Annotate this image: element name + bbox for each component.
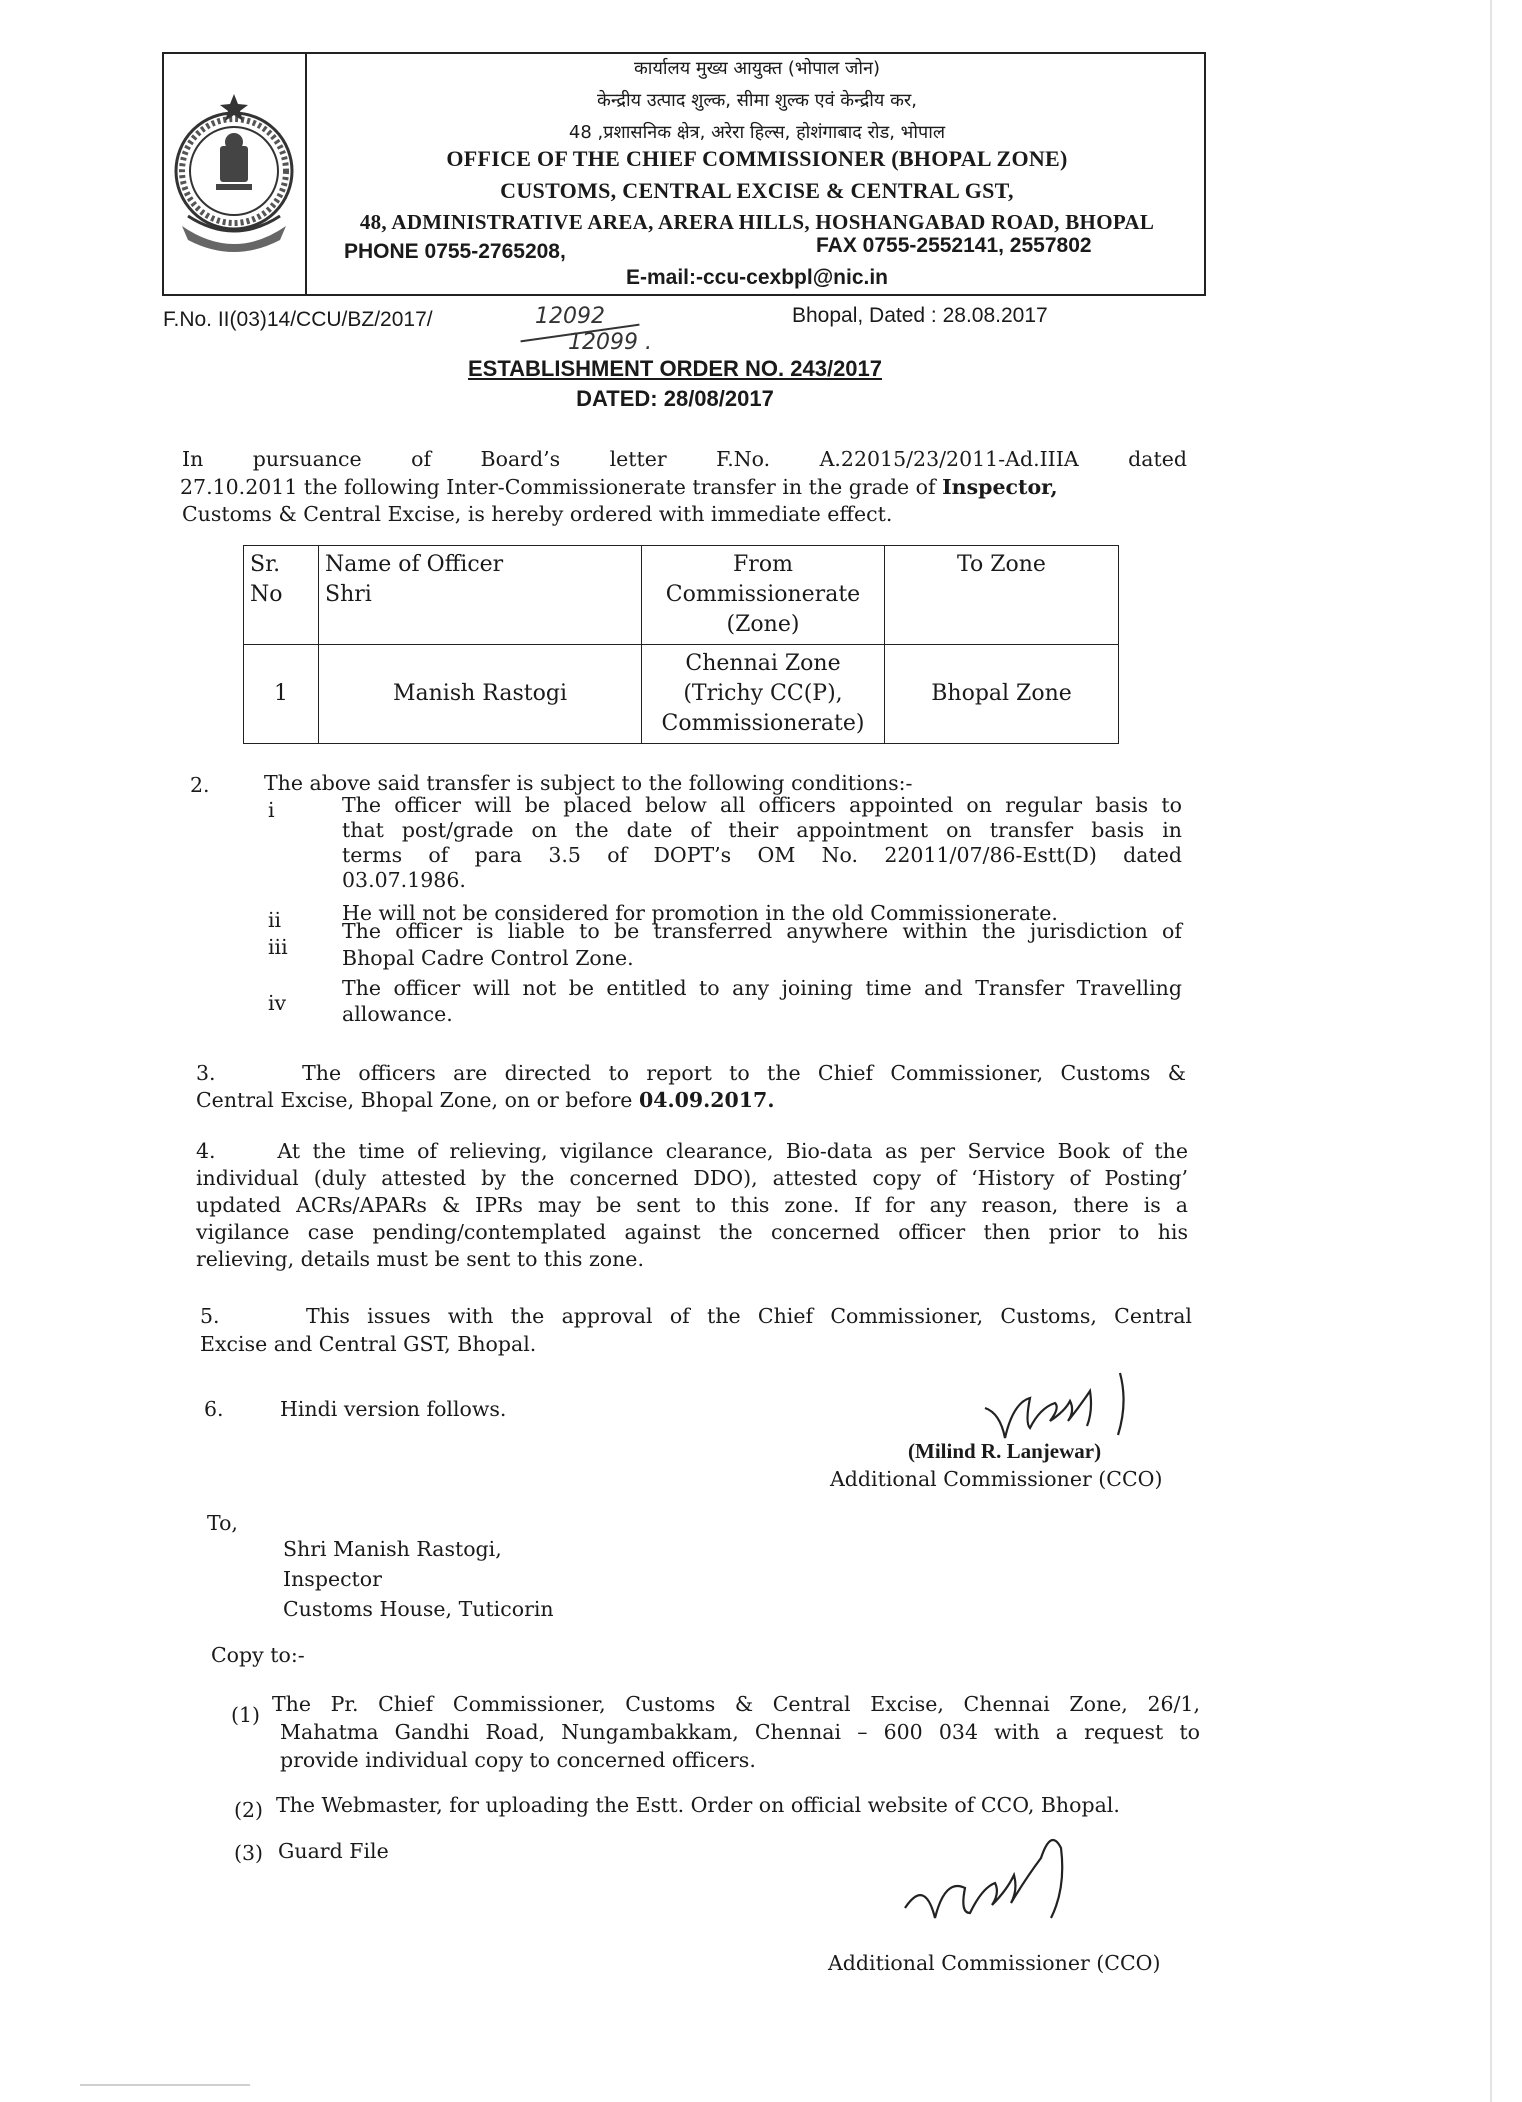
scan-bottom-line bbox=[80, 2084, 250, 2086]
para2-intro: The above said transfer is subject to the following conditions:- bbox=[264, 771, 913, 795]
intro-line-1: In pursuance of Board’s letter F.No. A.22015/23/2011-Ad.IIIA dated bbox=[182, 447, 1187, 471]
copy-number-3: (3) bbox=[234, 1841, 264, 1865]
addressee bbox=[283, 1534, 554, 1624]
transfer-table bbox=[243, 545, 1119, 744]
header-name: Name of Officer Shri bbox=[319, 546, 642, 645]
order-dated: DATED: 28/08/2017 bbox=[576, 386, 774, 411]
cell-from: Chennai Zone (Trichy CC(P), Commissionerate) bbox=[642, 645, 885, 744]
office-address: 48, ADMINISTRATIVE AREA, ARERA HILLS, HOSHANGABAD ROAD, BHOPAL bbox=[359, 210, 1155, 234]
cell-name: Manish Rastogi bbox=[319, 645, 642, 744]
scan-edge bbox=[1490, 0, 1492, 2102]
signatory-name: (Milind R. Lanjewar) bbox=[908, 1439, 1102, 1463]
phone-number: PHONE 0755-2765208, bbox=[344, 240, 566, 263]
handwritten-number-1: 12092 bbox=[535, 304, 605, 329]
para4: 4. At the time of relieving, vigilance clearance, Bio-data as per Service Book of the individual (duly attested by the concerned DDO), attested copy of ‘History of Posting’ updated ACRs/APARs & IPRs may be sent to this zone. If for any reason, there is a vigilance case pending/contemplated against the concerned officer then prior to his relieving, details must be sent to this zone. bbox=[196, 1139, 1188, 1271]
handwritten-number-2: 12099 . bbox=[568, 330, 652, 355]
order-title: ESTABLISHMENT ORDER NO. 243/2017 bbox=[467, 356, 883, 381]
para3: 3. The officers are directed to report to the Chief Commissioner, Customs & Central Excise, Bhopal Zone, on or before 04.09.2017. bbox=[196, 1061, 1186, 1112]
signatory-designation: Additional Commissioner (CCO) bbox=[830, 1467, 1163, 1491]
table-row bbox=[244, 645, 1119, 744]
header-to: To Zone bbox=[885, 546, 1119, 645]
para2-number: 2. bbox=[190, 773, 210, 797]
condition-number-iii: iii bbox=[268, 935, 288, 959]
copy-number-1: (1) bbox=[231, 1703, 261, 1727]
condition-iv: The officer will not be entitled to any joining time and Transfer Travelling allowance. bbox=[342, 976, 1182, 1026]
para5-number: 5. bbox=[200, 1304, 220, 1328]
condition-i: The officer will be placed below all officers appointed on regular basis to that post/grade on the date of their appointment on transfer basis in terms of para 3.5 of DOPT’s OM No. 22011/07/86-Estt(D) dated 03.07.1986. bbox=[342, 793, 1182, 892]
para4-number: 4. bbox=[196, 1139, 216, 1163]
hindi-office-line: कार्यालय मुख्य आयुक्त (भोपाल जोन) bbox=[633, 58, 881, 79]
para6-number: 6. bbox=[204, 1397, 224, 1421]
emblem-seal-icon bbox=[168, 76, 300, 256]
grade-inspector: Inspector, bbox=[942, 475, 1058, 499]
condition-ii: He will not be considered for promotion in the old Commissionerate. bbox=[342, 901, 1058, 925]
fax-number: FAX 0755-2552141, 2557802 bbox=[816, 234, 1092, 257]
department-name: CUSTOMS, CENTRAL EXCISE & CENTRAL GST, bbox=[500, 178, 1014, 203]
hindi-address-line: 48 ,प्रशासनिक क्षेत्र, अरेरा हिल्स, होशंगाबाद रोड, भोपाल bbox=[568, 122, 946, 143]
place-and-date: Bhopal, Dated : 28.08.2017 bbox=[792, 304, 1048, 327]
header-sr: Sr. No bbox=[244, 546, 319, 645]
footer-designation: Additional Commissioner (CCO) bbox=[828, 1951, 1161, 1975]
intro-paragraph bbox=[182, 446, 1187, 473]
addressee-designation: Inspector bbox=[283, 1567, 382, 1591]
para5: 5. This issues with the approval of the Chief Commissioner, Customs, Central Excise and Central GST, Bhopal. bbox=[200, 1304, 1192, 1356]
para6-text: Hindi version follows. bbox=[280, 1397, 507, 1421]
report-deadline: 04.09.2017. bbox=[638, 1088, 775, 1112]
condition-number-iv: iv bbox=[268, 991, 287, 1015]
header-from: From Commissionerate (Zone) bbox=[642, 546, 885, 645]
copy-item-3: Guard File bbox=[278, 1839, 389, 1863]
to-label: To, bbox=[207, 1511, 238, 1535]
copy-item-2: The Webmaster, for uploading the Estt. Order on official website of CCO, Bhopal. bbox=[276, 1793, 1120, 1817]
office-name: OFFICE OF THE CHIEF COMMISSIONER (BHOPAL ZONE) bbox=[446, 146, 1068, 171]
table-header-row bbox=[244, 546, 1119, 645]
copy-item-1: The Pr. Chief Commissioner, Customs & Central Excise, Chennai Zone, 26/1, Mahatma Gandhi Road, Nungambakkam, Chennai – 600 034 with a request to provide individual copy to concerned officers. bbox=[272, 1692, 1200, 1772]
header-divider bbox=[305, 54, 307, 294]
para3-number: 3. bbox=[196, 1061, 216, 1085]
condition-number-ii: ii bbox=[268, 908, 282, 932]
addressee-name: Shri Manish Rastogi, bbox=[283, 1537, 502, 1561]
addressee-office: Customs House, Tuticorin bbox=[283, 1597, 554, 1621]
condition-number-i: i bbox=[268, 798, 275, 822]
intro-line-3: Customs & Central Excise, is hereby ordered with immediate effect. bbox=[182, 502, 893, 526]
cell-sr: 1 bbox=[244, 645, 319, 744]
handwritten-signature-2 bbox=[900, 1808, 1100, 1938]
email-address: E-mail:-ccu-cexbpl@nic.in bbox=[625, 266, 889, 289]
copy-number-2: (2) bbox=[234, 1798, 264, 1822]
intro-line-2: 27.10.2011 the following Inter-Commissionerate transfer in the grade of Inspector, bbox=[180, 475, 1058, 499]
copy-to-label: Copy to:- bbox=[211, 1643, 305, 1667]
hindi-dept-line: केन्द्रीय उत्पाद शुल्क, सीमा शुल्क एवं केन्द्रीय कर, bbox=[597, 90, 917, 111]
file-number: F.No. II(03)14/CCU/BZ/2017/ bbox=[163, 308, 433, 331]
cell-to: Bhopal Zone bbox=[885, 645, 1119, 744]
letterhead bbox=[162, 52, 1206, 296]
condition-iii: The officer is liable to be transferred anywhere within the jurisdiction of Bhopal Cadre Control Zone. bbox=[342, 919, 1182, 970]
